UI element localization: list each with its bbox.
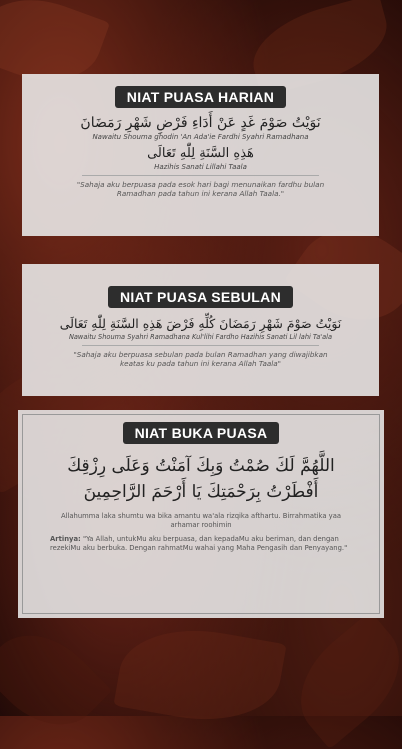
artinya-label: Artinya:: [50, 535, 81, 543]
arabic-text: نَوَيْتُ صَوْمَ شَهْرِ رَمَضَانَ كُلِّهِ فَرْضَ هَذِهِ السَّنَةِ لِلّٰهِ تَعَالَى: [59, 316, 342, 331]
arabic-text: اللَّهُمَّ لَكَ صُمْتُ وَبِكَ آمَنْتُ وَعَلَى رِزْقِكَ: [67, 456, 335, 476]
artinya-text: "Ya Allah, untukMu aku berpuasa, dan kepadaMu aku beriman, dan dengan rezekiMu aku berbuka. Dengan rahmatMu wahai yang Maha Pengasih dan Penyayang.": [50, 535, 348, 552]
leaf-decoration: [0, 613, 112, 747]
latin-transliteration: Nawaitu Shouma Syahri Ramadhana Kul'lihi Fardho Hazihis Sanati Lil lahi Ta'ala: [68, 333, 333, 341]
divider: [82, 175, 319, 176]
leaf-decoration: [278, 611, 402, 749]
latin-transliteration: Hazihis Sanati Lillahi Taala: [154, 163, 247, 171]
niat-sebulan-card: [22, 264, 379, 396]
card-title: NIAT PUASA SEBULAN: [108, 286, 293, 308]
latin-transliteration: Nawaitu Shouma ghodin 'An Ada'ie Fardhi Syahri Ramadhana: [92, 133, 309, 141]
translation-text: "Sahaja aku berpuasa pada esok hari bagi menunaikan fardhu bulan Ramadhan pada tahun ini kerana Allah Taala.": [76, 180, 325, 198]
arabic-text: هَذِهِ السَّنَةِ لِلّٰهِ تَعَالَى: [147, 146, 254, 161]
arabic-text: أَفْطَرْتُ بِرَحْمَتِكَ يَا أَرْحَمَ الرَّاحِمِينَ: [83, 482, 319, 502]
niat-harian-card: [22, 74, 379, 236]
card-title: NIAT BUKA PUASA: [123, 422, 280, 444]
divider: [82, 345, 319, 346]
arabic-text: نَوَيْتُ صَوْمَ غَدٍ عَنْ أَدَاءِ فَرْضِ شَهْرِ رَمَضَانَ: [80, 115, 321, 131]
card-title: NIAT PUASA HARIAN: [115, 86, 286, 108]
translation-text: "Sahaja aku berpuasa sebulan pada bulan Ramadhan yang diwajibkan keatas ku pada tahun ini kerana Allah Taala": [73, 350, 328, 368]
artinya-block: [18, 535, 384, 553]
latin-transliteration: Allahumma laka shumtu wa bika amantu wa'ala rizqika afthartu. Birrahmatika yaa arhamar roohimin: [60, 512, 342, 529]
niat-buka-card: [18, 410, 384, 618]
